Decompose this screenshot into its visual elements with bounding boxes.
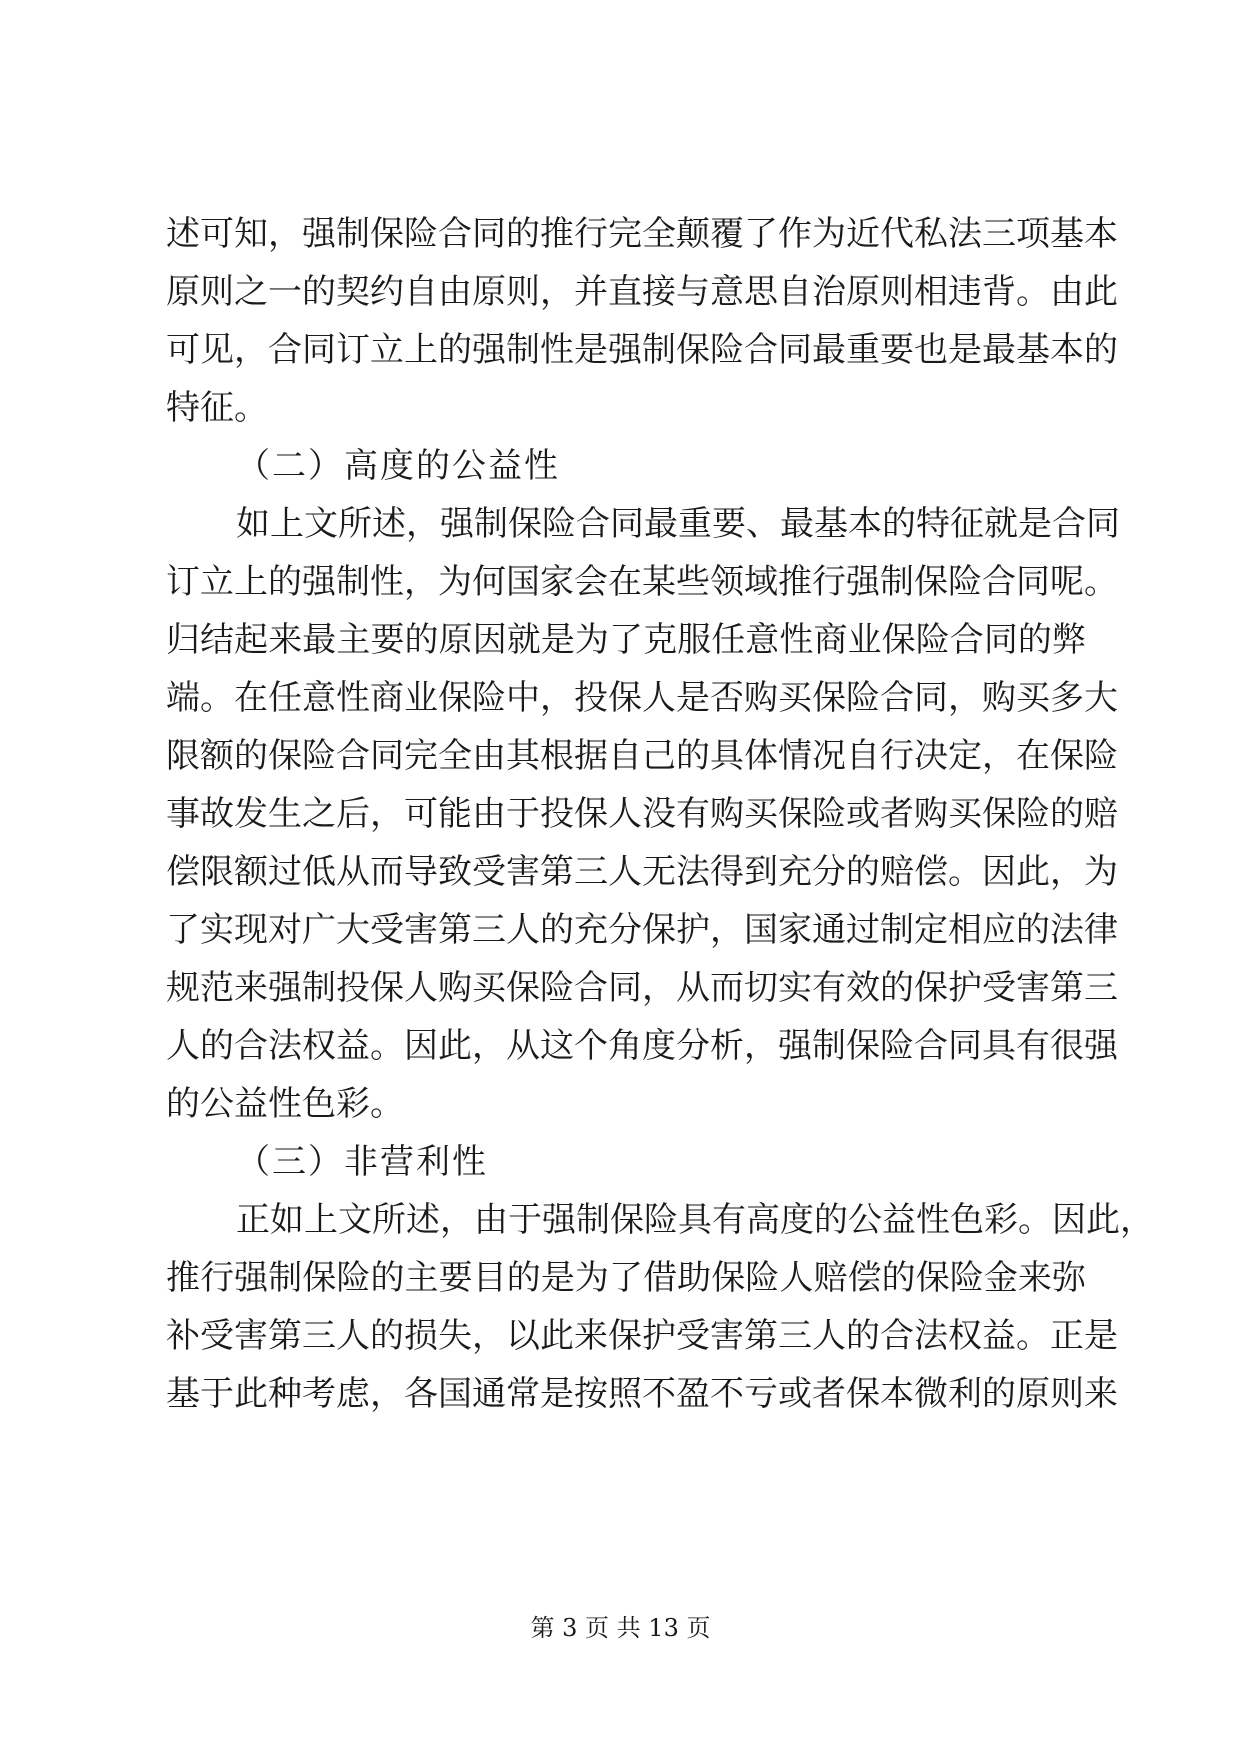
paragraph-first-line: 如上文所述，强制保险合同最重要、最基本的特征就是合同 (236, 504, 1120, 544)
body-line: 偿限额过低从而导致受害第三人无法得到充分的赔偿。因此，为 (166, 852, 1118, 892)
body-line: 规范来强制投保人购买保险合同，从而切实有效的保护受害第三 (166, 968, 1118, 1008)
body-line: 限额的保险合同完全由其根据自己的具体情况自行决定，在保险 (166, 736, 1118, 776)
body-line: 订立上的强制性，为何国家会在某些领域推行强制保险合同呢。 (166, 562, 1118, 602)
body-line: 述可知，强制保险合同的推行完全颠覆了作为近代私法三项基本 (166, 214, 1118, 254)
page-footer: 第 3 页 共 13 页 (530, 1614, 711, 1642)
body-line: 人的合法权益。因此，从这个角度分析，强制保险合同具有很强 (166, 1026, 1118, 1066)
body-line: 的公益性色彩。 (166, 1084, 404, 1124)
body-line: 特征。 (166, 388, 268, 428)
body-line: 端。在任意性商业保险中，投保人是否购买保险合同，购买多大 (166, 678, 1118, 718)
body-line: 可见，合同订立上的强制性是强制保险合同最重要也是最基本的 (166, 330, 1118, 370)
paragraph-first-line: 正如上文所述，由于强制保险具有高度的公益性色彩。因此， (236, 1200, 1154, 1240)
body-line: 了实现对广大受害第三人的充分保护，国家通过制定相应的法律 (166, 910, 1118, 950)
body-line: 补受害第三人的损失，以此来保护受害第三人的合法权益。正是 (166, 1316, 1118, 1356)
section-heading: （三）非营利性 (236, 1142, 488, 1182)
section-heading: （二）高度的公益性 (236, 446, 560, 486)
body-line: 推行强制保险的主要目的是为了借助保险人赔偿的保险金来弥 (166, 1258, 1086, 1298)
body-line: 事故发生之后，可能由于投保人没有购买保险或者购买保险的赔 (166, 794, 1118, 834)
body-line: 原则之一的契约自由原则，并直接与意思自治原则相违背。由此 (166, 272, 1118, 312)
body-line: 归结起来最主要的原因就是为了克服任意性商业保险合同的弊 (166, 620, 1086, 660)
body-line: 基于此种考虑，各国通常是按照不盈不亏或者保本微利的原则来 (166, 1374, 1118, 1414)
